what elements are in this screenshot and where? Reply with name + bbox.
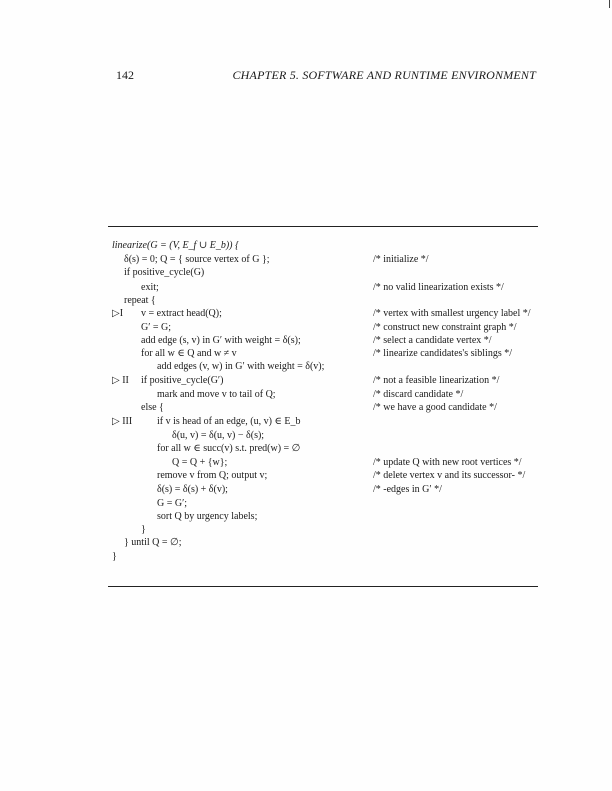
algorithm-comment: /* select a candidate vertex */ — [373, 335, 492, 346]
algorithm-line: if positive_cycle(G′) — [141, 375, 224, 386]
algorithm-line: add edges (v, w) in G′ with weight = δ(v); — [157, 361, 325, 372]
step-marker-II: ▷ II — [112, 375, 129, 386]
algorithm-comment: /* we have a good candidate */ — [373, 402, 497, 413]
algorithm-comment: /* discard candidate */ — [373, 389, 464, 400]
algorithm-line: sort Q by urgency labels; — [157, 511, 258, 522]
algorithm-comment: /* initialize */ — [373, 254, 429, 265]
chapter-title: CHAPTER 5. SOFTWARE AND RUNTIME ENVIRONMENT — [232, 68, 536, 82]
step-marker-III: ▷ III — [112, 416, 133, 427]
algorithm-line: linearize(G = (V, E_f ∪ E_b)) { — [112, 240, 239, 251]
algorithm-line: } until Q = ∅; — [124, 537, 182, 548]
algorithm-line: repeat { — [124, 295, 156, 306]
algorithm-comment: /* vertex with smallest urgency label */ — [373, 308, 531, 319]
algorithm-line: v = extract head(Q); — [141, 308, 222, 319]
algorithm-line: exit; — [141, 282, 159, 293]
algorithm-line: remove v from Q; output v; — [157, 470, 268, 481]
algorithm-line: if v is head of an edge, (u, v) ∈ E_b — [157, 416, 301, 427]
algorithm-line: } — [112, 551, 117, 562]
step-marker-I: ▷I — [112, 308, 124, 319]
algorithm-line: G = G′; — [157, 498, 188, 509]
algorithm-line: else { — [141, 402, 164, 413]
algorithm-line: G′ = G; — [141, 322, 172, 333]
page-number: 142 — [116, 68, 134, 82]
algorithm-line: for all w ∈ Q and w ≠ v — [141, 348, 237, 359]
algorithm-line: δ(s) = 0; Q = { source vertex of G }; — [124, 254, 270, 265]
algorithm-comment: /* -edges in G′ */ — [373, 484, 442, 495]
algorithm-line: if positive_cycle(G) — [124, 267, 205, 278]
algorithm-line: δ(u, v) = δ(u, v) − δ(s); — [172, 430, 265, 441]
algorithm-comment: /* delete vertex v and its successor- */ — [373, 470, 526, 481]
algorithm-line: } — [141, 524, 146, 535]
algorithm-comment: /* update Q with new root vertices */ — [373, 457, 522, 468]
algorithm-line: add edge (s, v) in G′ with weight = δ(s); — [141, 335, 301, 346]
algorithm-comment: /* not a feasible linearization */ — [373, 375, 500, 386]
algorithm-line: δ(s) = δ(s) + δ(v); — [157, 484, 228, 495]
algorithm-comment: /* no valid linearization exists */ — [373, 282, 504, 293]
algorithm-line: for all w ∈ succ(v) s.t. pred(w) = ∅ — [157, 443, 301, 454]
algorithm-comment: /* construct new constraint graph */ — [373, 322, 517, 333]
algorithm-line: mark and move v to tail of Q; — [157, 389, 276, 400]
algorithm-line: Q = Q + {w}; — [172, 457, 228, 468]
algorithm-comment: /* linearize candidates's siblings */ — [373, 348, 512, 359]
bottom-rule — [108, 586, 538, 587]
